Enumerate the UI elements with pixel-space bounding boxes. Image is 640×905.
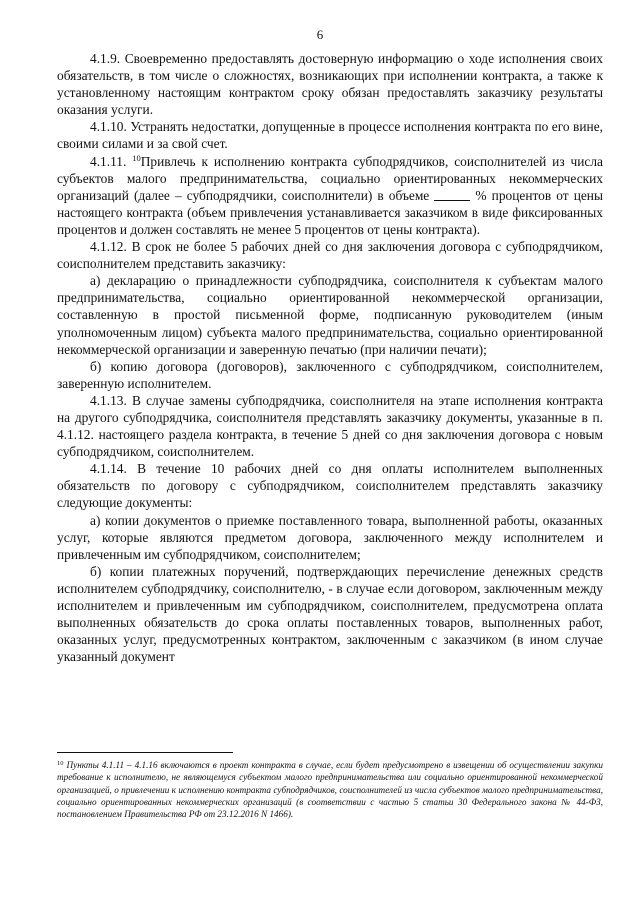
clause-4-1-14: 4.1.14. В течение 10 рабочих дней со дня оплаты исполнителем выполненных обязательств по договору с субподрядчиком, соисполнителем представлять заказчику следующие документы: [57,461,603,511]
clause-4-1-11 [57,153,603,238]
fill-in-blank [434,189,470,201]
clause-4-1-14-a: а) копии документов о приемке поставленного товара, выполненной работы, оказанных услуг, которые являются предметом договора, заключенного между исполнителем и привлеченным им субподрядчиком, соисполнителем; [57,512,603,562]
footnote-text: Пункты 4.1.11 – 4.1.16 включаются в проект контракта в случае, если будет предусмотрено в извещении об осуществлении закупки требование к исполнителю, не являющемуся субъектом малого предпринимательства или социально ориентированной некоммерческой организацией, о привлечении к исполнению контракта субподрядчиков, соисполнителей из числа субъектов малого предпринимательства, социально ориентированных некоммерческих организаций (в соответствии с частью 5 статьи 30 Федерального закона № 44-ФЗ, постановлением Правительства РФ от 23.12.2016 N 1466). [57,760,604,820]
clause-4-1-13: 4.1.13. В случае замены субподрядчика, соисполнителя на этапе исполнения контракта на другого субподрядчика, соисполнителя представлять заказчику документы, указанные в п. 4.1.12. настоящего раздела контракта, в течение 5 дней со дня заключения договора с новым субподрядчиком, соисполнителем. [57,392,603,460]
clause-text: Привлечь к исполнению контракта субподрядчиков, соисполнителей из числа субъектов малого предпринимательства, социально ориентированных некоммерческих организаций (далее – субподрядчики, соисполнители) в объеме [57,153,603,203]
clause-4-1-12: 4.1.12. В срок не более 5 рабочих дней со дня заключения договора с субподрядчиком, соисполнителем представить заказчику: [57,239,603,272]
footnote [57,759,603,820]
page-number: 6 [316,27,324,42]
clause-text-continued: % процентов от цены настоящего контракта (объем привлечения устанавливается заказчиком в виде фиксированных процентов и должен составлять не менее 5 процентов от цены контракта). [57,187,603,237]
clause-4-1-14-b: б) копии платежных поручений, подтверждающих перечисление денежных средств исполнителем субподрядчику, соисполнителю, - в случае если договором, заключенным между исполнителем и привлеченным им субподрядчиком, соисполнителем, предусмотрена оплата выполненных обязательств до срока оплаты поставленных товаров, выполненных работ, оказанных услуг, предусмотренных контрактом, заключенным с заказчиком (в ином случае указанный документ [57,563,603,665]
clause-4-1-12-a: а) декларацию о принадлежности субподрядчика, соисполнителя к субъектам малого предпринимательства, социально ориентированной некоммерческой организации, составленную в простой письменной форме, подписанную руководителем (иным уполномоченным лицом) субъекта малого предпринимательства, социально ориентированной некоммерческой организации и заверенную печатью (при наличии печати); [57,273,603,357]
contract-section-body [57,50,603,665]
footnote-number: 10 [57,760,64,767]
clause-4-1-12-b: б) копию договора (договоров), заключенного с субподрядчиком, соисполнителем, заверенную исполнителем. [57,358,603,391]
clause-number: 4.1.11. [90,153,127,169]
footnote-divider [57,752,233,753]
footnote-reference: 10 [132,152,141,163]
clause-4-1-9: 4.1.9. Своевременно предоставлять достоверную информацию о ходе исполнения своих обязательств, в том числе о сложностях, возникающих при исполнении контракта, а также к установленному настоящим контрактом сроку обязан предоставлять заказчику результаты оказания услуги. [57,51,603,118]
clause-4-1-10: 4.1.10. Устранять недостатки, допущенные в процессе исполнения контракта по его вине, своими силами и за свой счет. [57,119,603,152]
